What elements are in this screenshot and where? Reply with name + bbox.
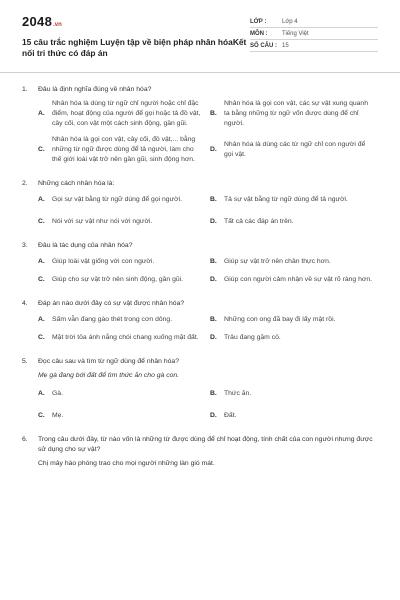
question-number: 5.	[22, 358, 28, 365]
header-divider	[0, 72, 400, 73]
option-b[interactable]	[210, 195, 378, 205]
option-text: Giúp cho sự vật trở nên sinh động, gần gũi.	[52, 276, 184, 283]
option-text: Nói với sự vật như nói với người.	[52, 218, 153, 225]
question-sentence: Chị mây hào phóng trao cho mọi người những làn gió mát.	[38, 460, 215, 467]
option-text: Mặt trời tỏa ánh nắng chói chang xuống mặt đất.	[52, 334, 199, 341]
option-text: Nhân hóa là gọi con vật, các sự vật xung quanh ta bằng những từ ngữ vốn được dùng để chỉ người.	[224, 100, 368, 127]
option-a[interactable]	[38, 195, 206, 205]
option-letter: D.	[210, 334, 217, 341]
option-text: Tả sự vật bằng từ ngữ dùng để tả người.	[224, 196, 348, 203]
option-c[interactable]	[38, 135, 206, 165]
option-text: Nhân hóa là dùng từ ngữ chỉ người hoặc chỉ đặc điểm, hoạt động của người để gọi hoặc tả đồ vật, cây cối, con vật một cách sinh động, gần gũi.	[52, 100, 201, 127]
option-a[interactable]	[38, 257, 206, 267]
option-letter: D.	[210, 146, 217, 153]
question-text: Đâu là tác dụng của nhân hóa?	[38, 242, 133, 249]
option-text: Gà.	[52, 390, 63, 397]
meta-value: Tiếng Việt	[282, 30, 309, 37]
option-text: Giúp sự vật trở nên chân thực hơn.	[224, 258, 331, 265]
logo-domain: .vn	[53, 22, 62, 28]
question-number: 4.	[22, 300, 28, 307]
option-a[interactable]	[38, 389, 206, 399]
question-text: Đâu là định nghĩa đúng về nhân hóa?	[38, 86, 152, 93]
question-prompt	[22, 299, 378, 309]
question-number: 3.	[22, 242, 28, 249]
option-letter: D.	[210, 218, 217, 225]
logo-text: 2048	[22, 14, 53, 29]
option-letter: C.	[38, 276, 45, 283]
option-letter: B.	[210, 258, 217, 265]
question-prompt	[22, 85, 378, 95]
question-prompt	[22, 435, 378, 455]
question-4	[22, 299, 378, 343]
options-grid	[38, 389, 378, 421]
question-5	[22, 357, 378, 421]
option-letter: B.	[210, 196, 217, 203]
site-logo[interactable]	[22, 14, 247, 29]
option-text: Mẹ.	[52, 412, 64, 419]
question-number: 6.	[22, 436, 28, 443]
option-d[interactable]	[210, 135, 378, 165]
option-text: Đất.	[224, 412, 237, 419]
option-c[interactable]	[38, 411, 206, 421]
option-letter: A.	[38, 196, 45, 203]
question-3	[22, 241, 378, 285]
option-text: Tất cả các đáp án trên.	[224, 218, 294, 225]
question-quote: Mẹ gà đang bới đất để tìm thức ăn cho gà con.	[38, 372, 180, 379]
option-c[interactable]	[38, 333, 206, 343]
option-text: Gọi sự vật bằng từ ngữ dùng để gọi người.	[52, 196, 182, 203]
option-letter: C.	[38, 412, 45, 419]
question-prompt	[22, 179, 378, 189]
meta-table	[250, 16, 378, 66]
question-text: Đọc câu sau và tìm từ ngữ dùng để nhân hóa?	[38, 358, 179, 365]
question-1	[22, 85, 378, 165]
option-letter: C.	[38, 218, 45, 225]
meta-row-grade	[250, 16, 378, 28]
options-grid	[38, 257, 378, 285]
question-2	[22, 179, 378, 227]
options-grid	[38, 195, 378, 227]
option-c[interactable]	[38, 217, 206, 227]
option-text: Thức ăn.	[224, 390, 252, 397]
option-text: Giúp con người cảm nhận về sự vật rõ ràng hơn.	[224, 276, 372, 283]
question-text: Đáp án nào dưới đây có sự vật được nhân hóa?	[38, 300, 185, 307]
option-d[interactable]	[210, 333, 378, 343]
option-letter: B.	[210, 110, 217, 117]
option-letter: C.	[38, 146, 45, 153]
option-text: Nhân hóa là dùng các từ ngữ chỉ con người để gọi vật.	[224, 141, 366, 158]
option-letter: B.	[210, 390, 217, 397]
meta-label: MÔN :	[250, 30, 268, 37]
option-text: Trâu đang gặm cỏ.	[224, 334, 281, 341]
option-letter: B.	[210, 316, 217, 323]
option-letter: C.	[38, 334, 45, 341]
option-letter: A.	[38, 110, 45, 117]
document-title: 15 câu trắc nghiệm Luyện tập về biện pháp nhân hóaKết nối tri thức có đáp án	[22, 37, 247, 58]
option-b[interactable]	[210, 389, 378, 399]
meta-value: 15	[282, 42, 289, 49]
option-text: Sấm vẫn đang gào thét trong cơn dông.	[52, 316, 173, 323]
meta-label: SỐ CÂU :	[250, 42, 277, 49]
meta-row-subject	[250, 28, 378, 40]
option-letter: A.	[38, 258, 45, 265]
option-text: Những con ong đã bay đi lấy mật rồi.	[224, 316, 336, 323]
options-grid	[38, 99, 378, 165]
option-letter: A.	[38, 390, 45, 397]
options-grid	[38, 315, 378, 343]
option-b[interactable]	[210, 99, 378, 129]
option-letter: D.	[210, 412, 217, 419]
question-number: 1.	[22, 86, 28, 93]
question-text: Những cách nhân hóa là:	[38, 180, 115, 187]
option-text: Giúp loài vật giống với con người.	[52, 258, 155, 265]
option-text: Nhân hóa là gọi con vật, cây cối, đồ vật,... bằng những từ ngữ được dùng để tả người, làm cho thế giới loài vật trở nên gần gũi, sinh động hơn.	[52, 136, 196, 163]
option-c[interactable]	[38, 275, 206, 285]
question-prompt	[22, 241, 378, 251]
option-letter: A.	[38, 316, 45, 323]
option-b[interactable]	[210, 315, 378, 325]
question-text: Trong câu dưới đây, từ nào vốn là những từ được dùng để chỉ hoạt động, tính chất của con người nhưng được sử dụng cho sự vật?	[38, 436, 373, 453]
option-a[interactable]	[38, 99, 206, 129]
question-6	[22, 435, 378, 469]
meta-value: Lớp 4	[282, 18, 298, 25]
option-b[interactable]	[210, 257, 378, 267]
question-number: 2.	[22, 180, 28, 187]
option-d[interactable]	[210, 217, 378, 227]
option-a[interactable]	[38, 315, 206, 325]
option-d[interactable]	[210, 275, 378, 285]
question-prompt	[22, 357, 378, 367]
option-d[interactable]	[210, 411, 378, 421]
header-left	[22, 14, 247, 66]
worksheet-header	[22, 0, 378, 66]
option-letter: D.	[210, 276, 217, 283]
meta-row-question-count	[250, 40, 378, 52]
meta-label: LỚP :	[250, 18, 267, 25]
